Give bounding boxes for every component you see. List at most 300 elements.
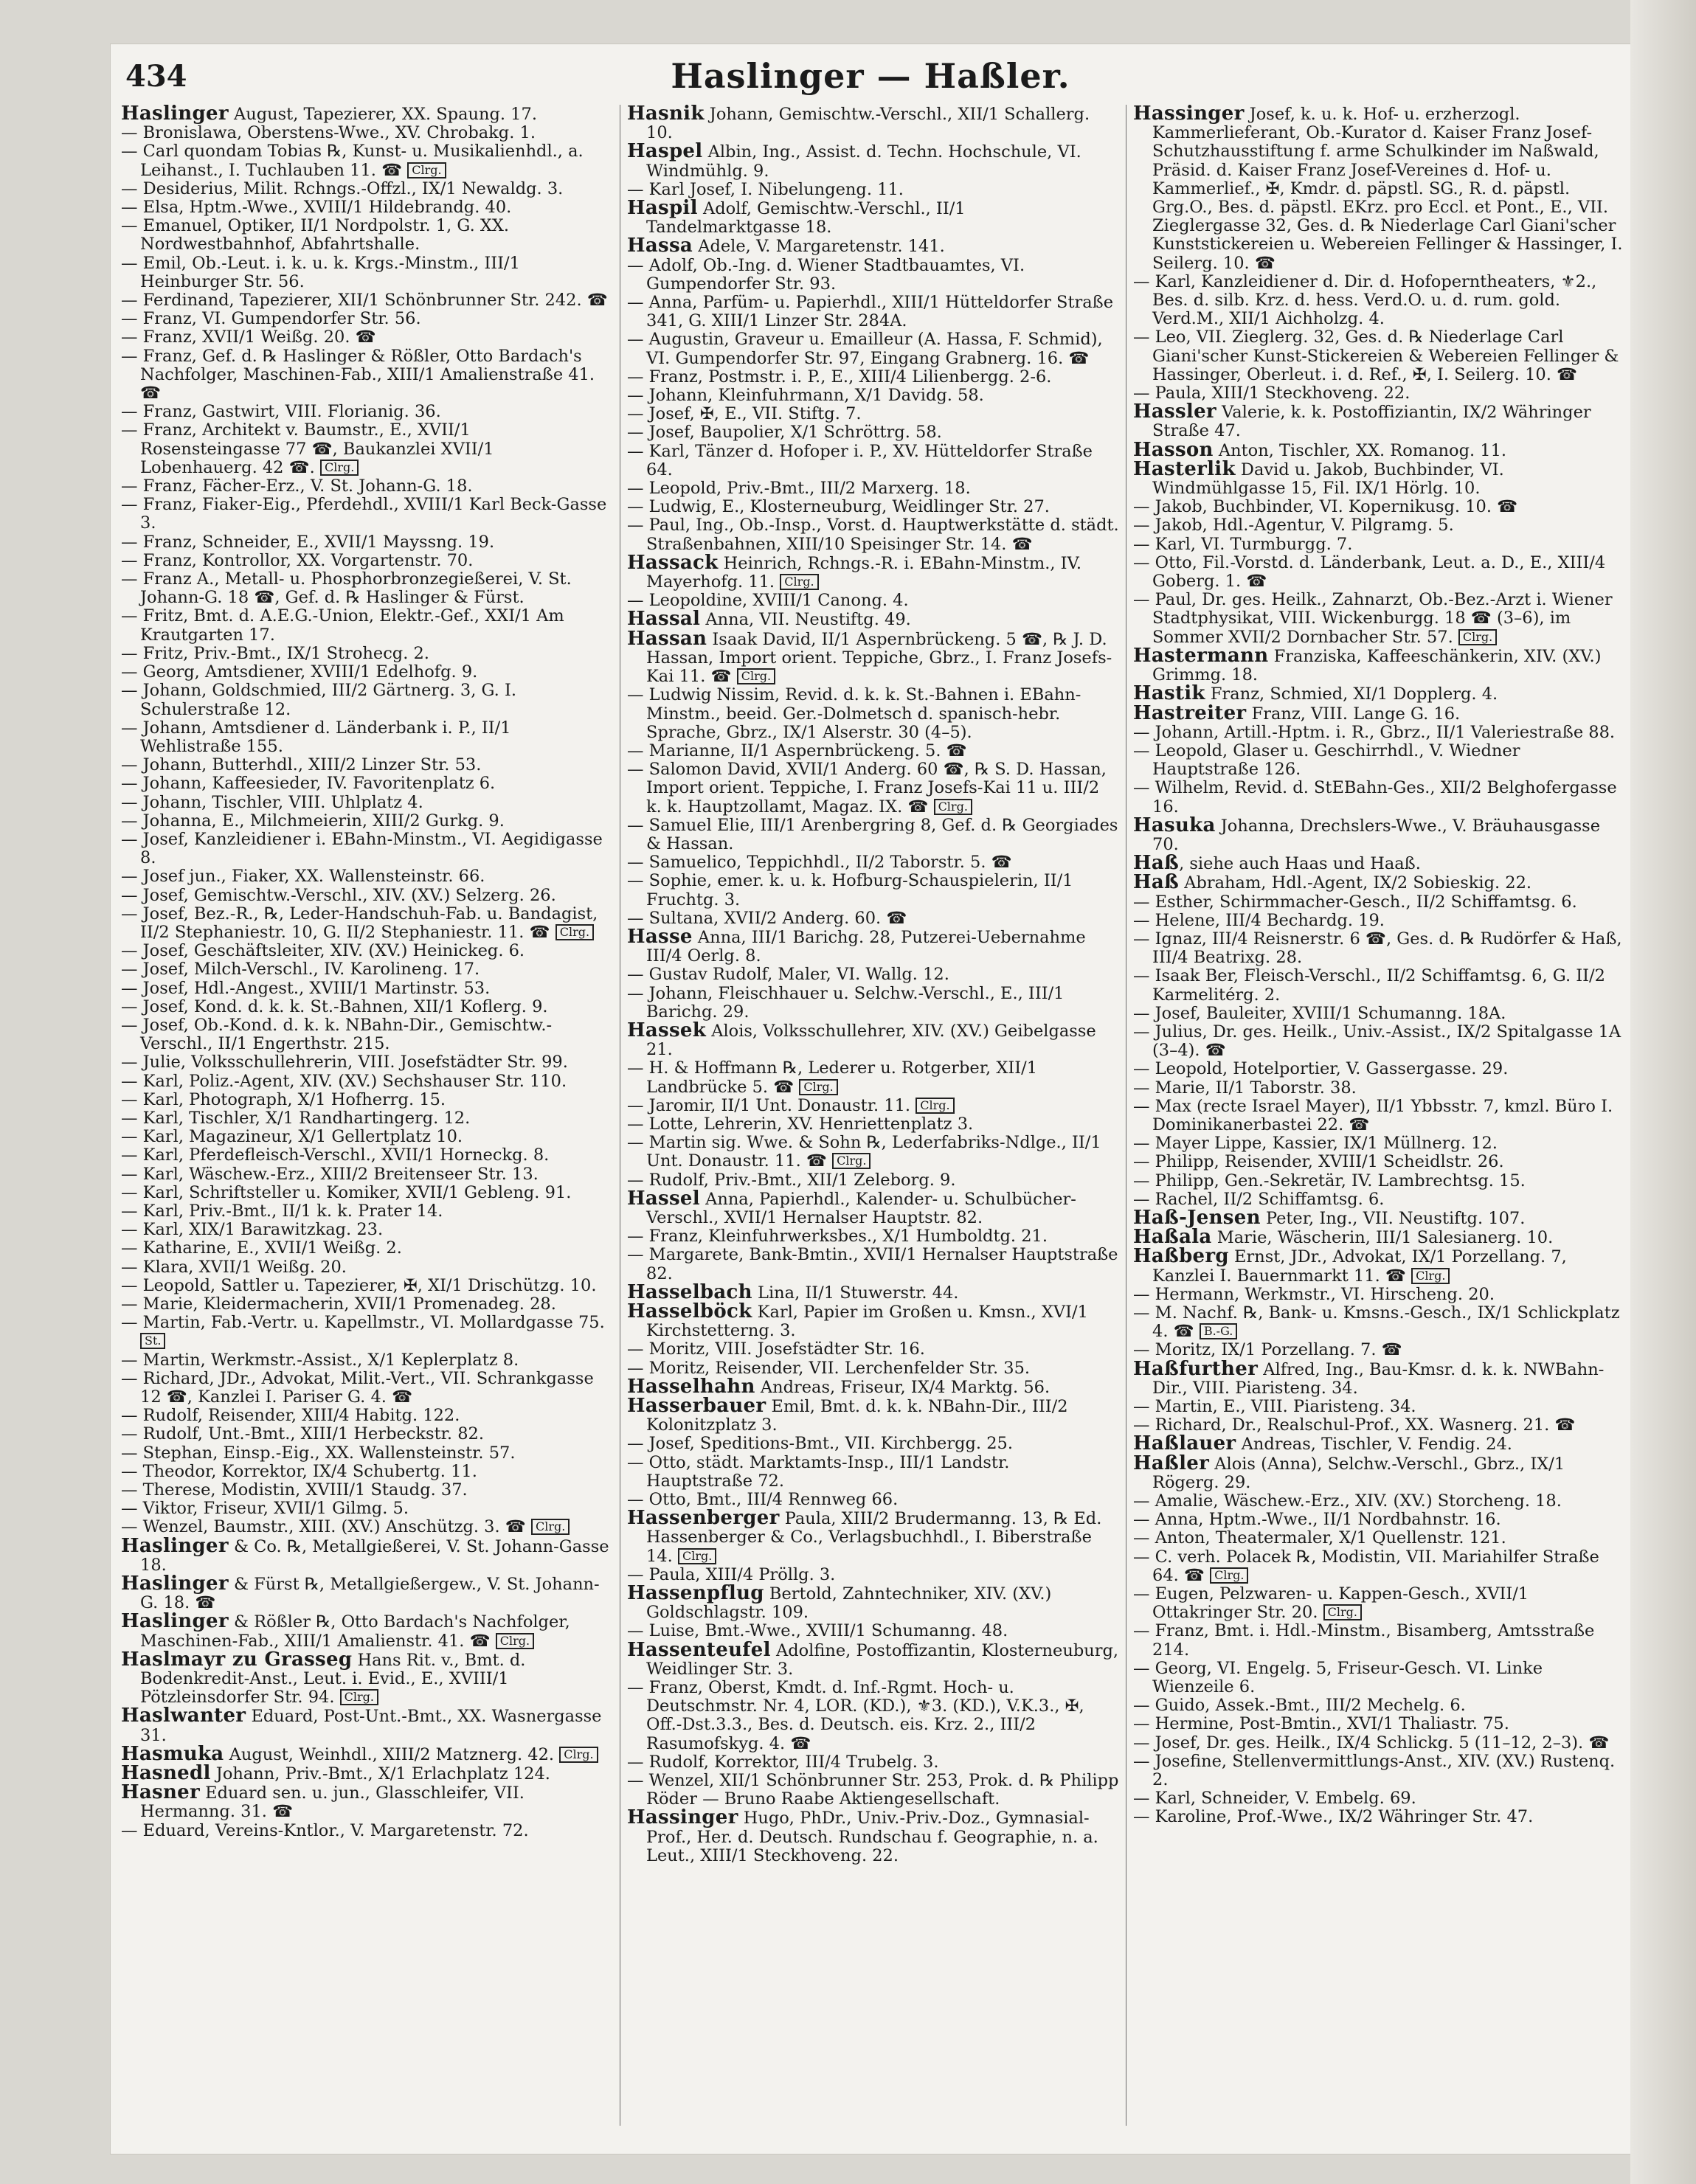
entry-text: — Marie, II/1 Taborstr. 38. bbox=[1133, 1078, 1357, 1098]
running-title: Haslinger — Haßler. bbox=[671, 56, 1070, 96]
entry-text: — Josef, Bauleiter, XVIII/1 Schumanng. 18A. bbox=[1133, 1003, 1506, 1023]
entry-text: — Guido, Assek.-Bmt., III/2 Mechelg. 6. bbox=[1133, 1696, 1466, 1716]
entry-text: — Wilhelm, Revid. d. StEBahn-Ges., XII/2 Belghofergasse 16. bbox=[1133, 778, 1617, 817]
directory-entry bbox=[627, 817, 1120, 853]
directory-entry bbox=[121, 905, 614, 942]
entry-surname: Haslmayr zu Grasseg bbox=[121, 1648, 353, 1671]
entry-text: — Johann, Kaffeesieder, IV. Favoritenplatz 6. bbox=[121, 774, 496, 794]
directory-entry bbox=[121, 1277, 614, 1295]
entry-badge: Clrg. bbox=[559, 1747, 598, 1763]
directory-entry bbox=[121, 1128, 614, 1146]
entry-text: — Franz, Gef. d. ℞ Haslinger & Rößler, Otto Bardach's Nachfolger, Maschinen-Fab., XIII/1 Amalienstraße 41. ☎ bbox=[121, 346, 595, 403]
entry-text: — Esther, Schirmmacher-Gesch., II/2 Schiffamtsg. 6. bbox=[1133, 892, 1577, 912]
entry-text: Abraham, Hdl.-Agent, IX/2 Sobieskig. 22. bbox=[1179, 873, 1532, 893]
entry-text: — Franz, Kleinfuhrwerksbes., X/1 Humboldtg. 21. bbox=[627, 1227, 1048, 1247]
entry-text: — Hermine, Post-Bmtin., XVI/1 Thaliastr. 75. bbox=[1133, 1714, 1509, 1734]
entry-text: Heinrich, Rchngs.-R. i. EBahn-Minstm., IV. Mayerhofg. 11. bbox=[646, 553, 1082, 592]
entry-text: — Johanna, E., Milchmeierin, XIII/2 Gurkg. 9. bbox=[121, 811, 505, 831]
directory-entry bbox=[121, 1370, 614, 1407]
directory-entry bbox=[1133, 1023, 1626, 1060]
directory-entry bbox=[121, 794, 614, 812]
entry-text: — Karoline, Prof.-Wwe., IX/2 Währinger Str. 47. bbox=[1133, 1807, 1534, 1827]
directory-entry bbox=[627, 330, 1120, 367]
entry-badge: Clrg. bbox=[780, 574, 818, 590]
entry-surname: Hasse bbox=[627, 925, 693, 948]
entry-text: Adolf, Gemischtw.-Verschl., II/1 Tandelmarktgasse 18. bbox=[646, 199, 966, 238]
entry-badge: Clrg. bbox=[832, 1153, 871, 1169]
entry-text: — Jakob, Hdl.-Agentur, V. Pilgramg. 5. bbox=[1133, 516, 1454, 535]
directory-entry bbox=[121, 533, 614, 552]
directory-entry bbox=[1133, 1286, 1626, 1304]
entry-badge: Clrg. bbox=[1210, 1567, 1248, 1584]
entry-surname: Haßlauer bbox=[1133, 1432, 1236, 1455]
entry-text: Hugo, PhDr., Univ.-Priv.-Doz., Gymnasial-Prof., Her. d. Deutsch. Rundschau f. Geographie, n. a. Leut., XIII/1 Steckhoveng. 22. bbox=[646, 1809, 1098, 1865]
entry-surname: Haslinger bbox=[121, 105, 229, 125]
directory-entry bbox=[1133, 1005, 1626, 1023]
entry-text: — Leopold, Glaser u. Geschirrhdl., V. Wiedner Hauptstraße 126. bbox=[1133, 741, 1520, 780]
entry-text: — Karl, Magazineur, X/1 Gellertplatz 10. bbox=[121, 1127, 463, 1147]
directory-entry bbox=[121, 867, 614, 886]
entry-surname: Hassal bbox=[627, 608, 701, 631]
directory-entry bbox=[627, 1397, 1120, 1435]
entry-text: — Carl quondam Tobias ℞, Kunst- u. Musikalienhdl., a. Leihanst., I. Tuchlauben 11. ☎ bbox=[121, 142, 584, 180]
entry-text: — Josefine, Stellenvermittlungs-Anst., XIV. (XV.) Rustenq. 2. bbox=[1133, 1751, 1616, 1790]
directory-entry bbox=[121, 1707, 614, 1744]
entry-text: — Augustin, Graveur u. Emailleur (A. Hassa, F. Schmid), VI. Gumpendorfer Str. 97, Eingang Grabnerg. 16. ☎ bbox=[627, 330, 1103, 368]
entry-text: — Rudolf, Korrektor, III/4 Trubelg. 3. bbox=[627, 1752, 939, 1772]
entry-text: — Karl, Priv.-Bmt., II/1 k. k. Prater 14. bbox=[121, 1201, 443, 1221]
directory-entry bbox=[1133, 535, 1626, 554]
entry-text: — Helene, III/4 Bechardg. 19. bbox=[1133, 910, 1385, 930]
entry-badge: Clrg. bbox=[678, 1548, 716, 1564]
entry-text: Adele, V. Margaretenstr. 141. bbox=[693, 237, 945, 257]
directory-entry bbox=[627, 1171, 1120, 1190]
directory-entry bbox=[1133, 893, 1626, 912]
entry-text: — Franz, XVII/1 Weißg. 20. ☎ bbox=[121, 327, 376, 347]
entry-text: — Jakob, Buchbinder, VI. Kopernikusg. 10. ☎ bbox=[1133, 497, 1518, 517]
entry-text: — Hermann, Werkmstr., VI. Hirscheng. 20. bbox=[1133, 1284, 1495, 1304]
entry-text: — Josef, Speditions-Bmt., VII. Kirchbergg. 25. bbox=[627, 1434, 1013, 1454]
directory-entry bbox=[121, 887, 614, 905]
entry-text: — Moritz, Reisender, VII. Lerchenfelder Str. 35. bbox=[627, 1358, 1031, 1378]
directory-entry bbox=[1133, 1660, 1626, 1696]
directory-entry bbox=[627, 1753, 1120, 1772]
directory-entry bbox=[121, 645, 614, 663]
directory-page bbox=[111, 44, 1630, 2154]
entry-text: — Wenzel, Baumstr., XIII. (XV.) Anschützg. 3. ☎ bbox=[121, 1517, 526, 1537]
entry-surname: Haspel bbox=[627, 140, 703, 163]
directory-entry bbox=[1133, 403, 1626, 440]
directory-entry bbox=[1133, 644, 1626, 685]
entry-text: Lina, II/1 Stuwerstr. 44. bbox=[752, 1283, 959, 1303]
directory-entry bbox=[121, 1425, 614, 1443]
entry-surname: Hassenberger bbox=[627, 1507, 780, 1530]
entry-surname: Hasmuka bbox=[121, 1742, 224, 1765]
directory-entry bbox=[627, 405, 1120, 423]
entry-surname: Haslinger bbox=[121, 1573, 229, 1595]
entry-surname: Haslinger bbox=[121, 1610, 229, 1633]
directory-entry bbox=[1133, 1753, 1626, 1789]
entry-text: — Georg, Amtsdiener, XVIII/1 Edelhofg. 9. bbox=[121, 662, 478, 682]
column-3 bbox=[1133, 105, 1626, 2140]
directory-entry bbox=[627, 1435, 1120, 1453]
directory-entry bbox=[121, 1444, 614, 1463]
entry-surname: Hassenpflug bbox=[627, 1582, 764, 1605]
directory-entry bbox=[121, 942, 614, 960]
directory-entry bbox=[121, 1822, 614, 1840]
directory-entry bbox=[121, 1648, 614, 1708]
entry-text: — Ludwig, E., Klosterneuburg, Weidlinger Str. 27. bbox=[627, 497, 1050, 517]
entry-text: — Marie, Kleidermacherin, XVII/1 Promenadeg. 28. bbox=[121, 1294, 556, 1314]
directory-entry bbox=[121, 756, 614, 774]
directory-entry bbox=[627, 1806, 1120, 1865]
directory-entry bbox=[121, 552, 614, 570]
entry-text: — Martin, Fab.-Vertr. u. Kapellmstr., VI. Mollardgasse 75. bbox=[121, 1313, 605, 1333]
column-1 bbox=[121, 105, 614, 2140]
entry-text: — Johann, Tischler, VIII. Uhlplatz 4. bbox=[121, 792, 423, 812]
directory-entry bbox=[121, 1783, 614, 1821]
directory-entry bbox=[1133, 1153, 1626, 1171]
directory-entry bbox=[627, 925, 1120, 966]
entry-text: & Rößler ℞, Otto Bardach's Nachfolger, Maschinen-Fab., XIII/1 Amalienstr. 41. ☎ bbox=[140, 1612, 570, 1651]
directory-entry bbox=[1133, 1172, 1626, 1190]
directory-entry bbox=[121, 198, 614, 217]
entry-text: — Karl, Poliz.-Agent, XIV. (XV.) Sechshauser Str. 110. bbox=[121, 1071, 567, 1091]
directory-entry bbox=[121, 180, 614, 198]
entry-text: — H. & Hoffmann ℞, Lederer u. Rotgerber, XII/1 Landbrücke 5. ☎ bbox=[627, 1058, 1038, 1097]
entry-text: David u. Jakob, Buchbinder, VI. Windmühlgasse 15, Fil. IX/1 Hörlg. 10. bbox=[1152, 460, 1504, 499]
directory-entry bbox=[627, 479, 1120, 498]
entry-text: — Josef jun., Fiaker, XX. Wallensteinstr. 66. bbox=[121, 867, 485, 887]
entry-text: — Josef, Bez.-R., ℞, Leder-Handschuh-Fab. u. Bandagist, II/2 Stephaniestr. 10, G. II/2 Stephaniestr. 11. ☎ bbox=[121, 904, 598, 942]
directory-entry bbox=[121, 1091, 614, 1109]
directory-entry bbox=[121, 1221, 614, 1239]
directory-entry bbox=[627, 742, 1120, 760]
entry-text: & Co. ℞, Metallgießerei, V. St. Johann-Gasse 18. bbox=[140, 1536, 609, 1575]
directory-entry bbox=[627, 516, 1120, 553]
directory-entry bbox=[121, 1463, 614, 1481]
entry-text: Johanna, Drechslers-Wwe., V. Bräuhausgasse 70. bbox=[1152, 816, 1601, 854]
entry-badge: Clrg. bbox=[320, 460, 359, 476]
directory-entry bbox=[121, 998, 614, 1016]
entry-text: — Gustav Rudolf, Maler, VI. Wallg. 12. bbox=[627, 965, 949, 985]
directory-entry bbox=[121, 1202, 614, 1221]
entry-text: — Viktor, Friseur, XVII/1 Gilmg. 5. bbox=[121, 1499, 409, 1519]
entry-text: — Ignaz, III/4 Reisnerstr. 6 ☎, Ges. d. ℞ Rudörfer & Haß, III/4 Beatrixg. 28. bbox=[1133, 929, 1622, 968]
directory-entry bbox=[1133, 912, 1626, 930]
entry-surname: Hassel bbox=[627, 1187, 700, 1210]
directory-entry bbox=[1133, 554, 1626, 591]
entry-surname: Hasterlik bbox=[1133, 457, 1236, 480]
entry-text: — Eugen, Pelzwaren- u. Kappen-Gesch., XVII/1 Ottakringer Str. 20. bbox=[1133, 1584, 1529, 1623]
directory-entry bbox=[1133, 742, 1626, 779]
entry-surname: Hasner bbox=[121, 1781, 200, 1804]
directory-entry bbox=[627, 1584, 1120, 1622]
directory-entry bbox=[121, 254, 614, 291]
entry-text: — Josef, Dr. ges. Heilk., IX/4 Schlickg. 5 (11–12, 2–3). ☎ bbox=[1133, 1733, 1610, 1753]
entry-badge: Clrg. bbox=[555, 924, 594, 940]
page-edge bbox=[1630, 0, 1696, 2184]
entry-text: — Martin, E., VIII. Piaristeng. 34. bbox=[1133, 1397, 1416, 1417]
entry-badge: Clrg. bbox=[496, 1633, 534, 1649]
entry-text: — Paul, Ing., Ob.-Insp., Vorst. d. Hauptwerkstätte d. städt. Straßenbahnen, XIII/10 Speisinger Str. 14. ☎ bbox=[627, 516, 1119, 554]
entry-text: — Josef, Geschäftsleiter, XIV. (XV.) Heinickeg. 6. bbox=[121, 941, 525, 961]
entry-badge: St. bbox=[140, 1333, 165, 1349]
entry-text: — Moritz, IX/1 Porzellang. 7. ☎ bbox=[1133, 1340, 1402, 1360]
directory-entry bbox=[1133, 1492, 1626, 1511]
entry-text: — Franz, Oberst, Kmdt. d. Inf.-Rgmt. Hoch- u. Deutschmstr. Nr. 4, LOR. (KD.), ⚜3. (KD.), V.K.3., ✠, Off.-Dst.3.3., Bes. d. Deutsch. eis. Krz. 2., III/2 Rasumofskyg. 4. ☎ bbox=[627, 1678, 1084, 1753]
entry-text: — Josef, ✠, E., VII. Stiftg. 7. bbox=[627, 404, 862, 424]
directory-entry bbox=[1133, 967, 1626, 1004]
entry-text: — Josef, Kond. d. k. k. St.-Bahnen, XII/1 Koflerg. 9. bbox=[121, 996, 548, 1016]
entry-text: — Anna, Hptm.-Wwe., II/1 Nordbahnstr. 16. bbox=[1133, 1510, 1501, 1530]
entry-text: — Salomon David, XVII/1 Anderg. 60 ☎, ℞ S. D. Hassan, Import orient. Teppiche, I. Franz Josefs-Kai 11 u. III/2 k. k. Hauptzollamt, Magaz. IX. ☎ bbox=[627, 760, 1107, 817]
entry-surname: Hassa bbox=[627, 235, 693, 257]
directory-entry bbox=[121, 403, 614, 421]
entry-text: — Fritz, Bmt. d. A.E.G.-Union, Elektr.-Gef., XXI/1 Am Krautgarten 17. bbox=[121, 606, 564, 645]
entry-text: Karl, Papier im Großen u. Kmsn., XVI/1 Kirchstetterng. 3. bbox=[646, 1303, 1088, 1341]
directory-entry bbox=[1133, 1585, 1626, 1622]
directory-entry bbox=[121, 1165, 614, 1184]
directory-entry bbox=[1133, 724, 1626, 742]
entry-badge: Clrg. bbox=[1458, 629, 1497, 645]
entry-surname: Haslwanter bbox=[121, 1705, 246, 1727]
directory-entry bbox=[1133, 1696, 1626, 1715]
entry-text: August, Tapezierer, XX. Spaung. 17. bbox=[228, 105, 537, 124]
entry-surname: Hasselhahn bbox=[627, 1375, 755, 1398]
directory-entry bbox=[121, 682, 614, 718]
entry-text: — Lotte, Lehrerin, XV. Henriettenplatz 3. bbox=[627, 1114, 974, 1134]
entry-text: — Franz A., Metall- u. Phosphorbronzegießerei, V. St. Johann-G. 18 ☎, Gef. d. ℞ Haslinger & Fürst. bbox=[121, 569, 572, 608]
entry-text: — Josef, Kanzleidiener i. EBahn-Minstm., VI. Aegidigasse 8. bbox=[121, 829, 603, 868]
directory-entry bbox=[121, 774, 614, 793]
entry-surname: Haßala bbox=[1133, 1226, 1212, 1249]
entry-text: — Ludwig Nissim, Revid. d. k. k. St.-Bahnen i. EBahn-Minstm., beeid. Ger.-Dolmetsch d. spanisch-hebr. Sprache, Gbrz., IX/1 Alserstr. 30 (4–5). bbox=[627, 685, 1081, 742]
directory-entry bbox=[121, 1053, 614, 1072]
directory-entry bbox=[1133, 814, 1626, 854]
entry-text: Josef, k. u. k. Hof- u. erzherzogl. Kammerlieferant, Ob.-Kurator d. Kaiser Franz Josef-Schutzhausstiftung f. arme Schulkinder im Naßwald, Präsid. d. Kaiser Franz Josef-Vereines d. Hof- u. Kammerlief., ✠, Kmdr. d. päpstl. SG., R. d. päpstl. Grg.O., Bes. d. päpstl. EKrz. pro Eccl. et Pont., E., VII. Zieglergasse 32, Ges. d. ℞ Niederlage Carl Giani'scher Kunststickereien u. Webereien Fellinger & Hassinger, I. Seilerg. 10. ☎ bbox=[1152, 105, 1623, 273]
entry-text: — Karl, Pferdefleisch-Verschl., XVII/1 Horneckg. 8. bbox=[121, 1145, 550, 1165]
page-header bbox=[125, 53, 1616, 105]
directory-entry bbox=[1133, 1079, 1626, 1098]
directory-entry bbox=[1133, 1548, 1626, 1585]
directory-entry bbox=[121, 719, 614, 756]
entry-text: — Otto, Fil.-Vorstd. d. Länderbank, Leut. a. D., E., XIII/4 Goberg. 1. ☎ bbox=[1133, 552, 1606, 592]
entry-text: — Franz, Fiaker-Eig., Pferdehdl., XVIII/1 Karl Beck-Gasse 3. bbox=[121, 495, 607, 533]
entry-text: — Rachel, II/2 Schiffamtsg. 6. bbox=[1133, 1189, 1385, 1209]
entry-text: — Franz, Fächer-Erz., V. St. Johann-G. 18. bbox=[121, 476, 473, 496]
entry-text: — Franz, Gastwirt, VIII. Florianig. 36. bbox=[121, 402, 441, 422]
entry-text: Albin, Ing., Assist. d. Techn. Hochschule, VI. Windmühlg. 9. bbox=[646, 142, 1081, 181]
directory-entry bbox=[1133, 779, 1626, 816]
directory-entry bbox=[121, 1258, 614, 1277]
entry-text: — Josef, Baupolier, X/1 Schröttrg. 58. bbox=[627, 423, 942, 443]
entry-badge: Clrg. bbox=[737, 668, 775, 684]
directory-entry bbox=[121, 1184, 614, 1202]
directory-entry bbox=[1133, 1398, 1626, 1416]
directory-entry bbox=[121, 1612, 614, 1650]
directory-entry bbox=[1133, 701, 1626, 724]
directory-entry bbox=[121, 291, 614, 310]
entry-text: Emil, Bmt. d. k. k. NBahn-Dir., III/2 Kolonitzplatz 3. bbox=[646, 1397, 1068, 1435]
entry-text: — Leo, VII. Zieglerg. 32, Ges. d. ℞ Niederlage Carl Giani'scher Kunst-Stickereien & Webereien Fellinger & Hassinger, Oberleut. i. d. Ref., ✠, I. Seilerg. 10. ☎ bbox=[1133, 327, 1619, 384]
directory-entry bbox=[627, 1638, 1120, 1679]
entry-text: Anna, III/1 Barichg. 28, Putzerei-Uebernahme III/4 Oerlg. 8. bbox=[646, 927, 1086, 966]
entry-badge: Clrg. bbox=[916, 1098, 954, 1114]
directory-entry bbox=[1133, 1134, 1626, 1153]
directory-entry bbox=[1133, 1357, 1626, 1398]
directory-entry bbox=[627, 551, 1120, 592]
entry-text: — M. Nachf. ℞, Bank- u. Kmsns.-Gesch., IX/1 Schlickplatz 4. ☎ bbox=[1133, 1303, 1620, 1342]
entry-text: — Luise, Bmt.-Wwe., XVIII/1 Schumanng. 48. bbox=[627, 1621, 1008, 1641]
entry-text: — Paula, XIII/4 Pröllg. 3. bbox=[627, 1564, 836, 1584]
entry-text: — Leopold, Sattler u. Tapezierer, ✠, XI/1 Drischützg. 10. bbox=[121, 1275, 597, 1295]
entry-text: — Philipp, Reisender, XVIII/1 Scheidlstr. 26. bbox=[1133, 1152, 1504, 1172]
entry-text: Alois (Anna), Selchw.-Verschl., Gbrz., IX/1 Rögerg. 29. bbox=[1152, 1454, 1565, 1492]
entry-text: — Karl, Wäschew.-Erz., XIII/2 Breitenseer Str. 13. bbox=[121, 1164, 539, 1184]
entry-badge: Clrg. bbox=[407, 162, 446, 178]
directory-entry bbox=[627, 368, 1120, 386]
directory-entry bbox=[627, 1115, 1120, 1134]
entry-surname: Hasson bbox=[1133, 438, 1214, 461]
entry-text: — Amalie, Wäschew.-Erz., XIV. (XV.) Storcheng. 18. bbox=[1133, 1491, 1562, 1511]
directory-entry bbox=[121, 124, 614, 142]
directory-entry bbox=[121, 477, 614, 496]
directory-entry bbox=[1133, 516, 1626, 535]
entry-text: — Leopold, Hotelportier, V. Gassergasse. 29. bbox=[1133, 1059, 1509, 1079]
directory-entry bbox=[121, 1109, 614, 1128]
directory-entry bbox=[627, 1097, 1120, 1115]
directory-entry bbox=[121, 1072, 614, 1091]
directory-entry bbox=[627, 853, 1120, 872]
directory-entry bbox=[121, 1146, 614, 1165]
entry-surname: Hassek bbox=[627, 1019, 707, 1041]
entry-text: — Franz, VI. Gumpendorfer Str. 56. bbox=[121, 309, 421, 329]
directory-entry bbox=[121, 1407, 614, 1425]
directory-entry bbox=[1133, 873, 1626, 892]
entry-text: Bertold, Zahntechniker, XIV. (XV.) Goldschlagstr. 109. bbox=[646, 1584, 1052, 1623]
entry-text: — Rudolf, Reisender, XIII/4 Habitg. 122. bbox=[121, 1406, 460, 1426]
directory-entry bbox=[1133, 1511, 1626, 1529]
directory-entry bbox=[121, 663, 614, 682]
entry-text: — Josef, Milch-Verschl., IV. Karolineng. 17. bbox=[121, 960, 480, 980]
entry-text: — Samuel Elie, III/1 Arenbergring 8, Gef. d. ℞ Georgiades & Hassan. bbox=[627, 815, 1118, 853]
entry-text: — Anton, Theatermaler, X/1 Quellenstr. 121. bbox=[1133, 1528, 1506, 1548]
entry-text: Eduard, Post-Unt.-Bmt., XX. Wasnergasse 31. bbox=[140, 1707, 602, 1745]
directory-entry bbox=[1133, 1452, 1626, 1492]
directory-entry bbox=[627, 592, 1120, 610]
directory-entry bbox=[627, 423, 1120, 442]
entry-badge: Clrg. bbox=[799, 1079, 837, 1095]
entry-text: — Otto, städt. Marktamts-Insp., III/1 Landstr. Hauptstraße 72. bbox=[627, 1452, 1010, 1491]
entry-text: — Eduard, Vereins-Kntlor., V. Margaretenstr. 72. bbox=[121, 1820, 529, 1840]
directory-entry bbox=[627, 1509, 1120, 1566]
entry-text: — Margarete, Bank-Bmtin., XVII/1 Hernalser Hauptstraße 82. bbox=[627, 1245, 1118, 1283]
entry-surname: Hassler bbox=[1133, 401, 1216, 423]
entry-text: — Ferdinand, Tapezierer, XII/1 Schönbrunner Str. 242. ☎ bbox=[121, 291, 608, 311]
entry-badge: Clrg. bbox=[531, 1519, 570, 1535]
entry-text: — Isaak Ber, Fleisch-Verschl., II/2 Schiffamtsg. 6, G. II/2 Karmelitérg. 2. bbox=[1133, 966, 1605, 1005]
entry-surname: Hasuka bbox=[1133, 814, 1216, 836]
entry-surname: Hasnedl bbox=[121, 1762, 211, 1785]
entry-surname: Haßfurther bbox=[1133, 1357, 1259, 1380]
directory-entry bbox=[121, 105, 614, 124]
entry-text: Isaak David, II/1 Aspernbrückeng. 5 ☎, ℞ J. D. Hassan, Import orient. Teppiche, Gbrz., I. Franz Josefs-Kai 11. ☎ bbox=[646, 629, 1112, 687]
entry-text: — Max (recte Israel Mayer), II/1 Ybbsstr. 7, kmzl. Büro I. Dominikanerbastei 22. ☎ bbox=[1133, 1096, 1613, 1134]
directory-entry bbox=[627, 966, 1120, 984]
directory-entry bbox=[1133, 1808, 1626, 1826]
entry-surname: Haß-Jensen bbox=[1133, 1206, 1261, 1229]
directory-entry bbox=[1133, 1098, 1626, 1134]
entry-text: — Therese, Modistin, XVIII/1 Staudg. 37. bbox=[121, 1480, 468, 1500]
entry-text: Johann, Gemischtw.-Verschl., XII/1 Schallerg. 10. bbox=[646, 105, 1090, 143]
entry-text: — Karl, Schneider, V. Embelg. 69. bbox=[1133, 1789, 1416, 1809]
entry-text: — Josef, Ob.-Kond. d. k. k. NBahn-Dir., Gemischtw.-Verschl., II/1 Engerthstr. 215. bbox=[121, 1015, 553, 1054]
directory-entry bbox=[1133, 457, 1626, 499]
entry-text: — Karl Josef, I. Nibelungeng. 11. bbox=[627, 179, 904, 199]
entry-text: — Emanuel, Optiker, II/1 Nordpolstr. 1, G. XX. Nordwestbahnhof, Abfahrtshalle. bbox=[121, 216, 510, 254]
entry-text: — Karl, Tischler, X/1 Randhartingerg. 12. bbox=[121, 1108, 471, 1128]
directory-entry bbox=[627, 1454, 1120, 1491]
directory-entry bbox=[627, 1340, 1120, 1359]
entry-text: — Franz, Kontrollor, XX. Vorgartenstr. 70. bbox=[121, 550, 474, 570]
directory-entry bbox=[627, 909, 1120, 928]
directory-entry bbox=[121, 347, 614, 403]
directory-entry bbox=[627, 257, 1120, 294]
entry-surname: Hasnik bbox=[627, 105, 705, 125]
directory-entry bbox=[627, 498, 1120, 516]
entry-text: — Karl, Photograph, X/1 Hofherrg. 15. bbox=[121, 1089, 446, 1109]
directory-entry bbox=[121, 142, 614, 179]
directory-entry bbox=[1133, 1789, 1626, 1808]
entry-text: Valerie, k. k. Postoffiziantin, IX/2 Währinger Straße 47. bbox=[1152, 403, 1591, 441]
directory-entry bbox=[121, 1481, 614, 1500]
entry-badge: Clrg. bbox=[340, 1689, 378, 1705]
directory-entry bbox=[121, 328, 614, 347]
entry-surname: Hasselböck bbox=[627, 1300, 752, 1322]
directory-entry bbox=[1133, 1715, 1626, 1733]
entry-text: — Karl, Kanzleidiener d. Dir. d. Hofoperntheaters, ⚜2., Bes. d. silb. Krz. d. hess. Verd.O. u. d. rum. gold. Verd.M., XII/1 Aichholzg. 4. bbox=[1133, 271, 1597, 329]
entry-text: Eduard sen. u. jun., Glasschleifer, VII. Hermanng. 31. ☎ bbox=[140, 1783, 525, 1822]
directory-entry bbox=[121, 1295, 614, 1314]
entry-surname: Hastreiter bbox=[1133, 701, 1247, 724]
entry-badge: Clrg. bbox=[1323, 1604, 1362, 1620]
entry-text: — Desiderius, Milit. Rchngs.-Offzl., IX/1 Newaldg. 3. bbox=[121, 178, 564, 198]
entry-text: Hans Rit. v., Bmt. d. Bodenkredit-Anst., Leut. i. Evid., E., XVIII/1 Pötzleinsdorfer Str. 94. bbox=[140, 1650, 526, 1708]
directory-entry bbox=[121, 1239, 614, 1258]
entry-text: — Adolf, Ob.-Ing. d. Wiener Stadtbauamtes, VI. Gumpendorfer Str. 93. bbox=[627, 255, 1025, 294]
entry-text: — Stephan, Einsp.-Eig., XX. Wallensteinstr. 57. bbox=[121, 1443, 516, 1463]
directory-entry bbox=[1133, 273, 1626, 329]
entry-text: August, Weinhdl., XIII/2 Matznerg. 42. bbox=[224, 1744, 555, 1764]
entry-text: — Julius, Dr. ges. Heilk., Univ.-Assist., IX/2 Spitalgasse 1A (3–4). ☎ bbox=[1133, 1022, 1621, 1061]
directory-entry bbox=[121, 1575, 614, 1612]
directory-entry bbox=[627, 199, 1120, 237]
directory-entry bbox=[121, 1534, 614, 1575]
entry-text: — Anna, Parfüm- u. Papierhdl., XIII/1 Hütteldorfer Straße 341, G. XIII/1 Linzer Str. 284A. bbox=[627, 293, 1114, 331]
directory-entry bbox=[627, 872, 1120, 909]
directory-entry bbox=[627, 294, 1120, 330]
entry-text: — Marianne, II/1 Aspernbrückeng. 5. ☎ bbox=[627, 741, 967, 760]
directory-entry bbox=[627, 1059, 1120, 1096]
entry-text: — Leopold, Priv.-Bmt., III/2 Marxerg. 18. bbox=[627, 479, 971, 499]
entry-text: Alois, Volksschullehrer, XIV. (XV.) Geibelgasse 21. bbox=[646, 1021, 1096, 1060]
entry-text: Andreas, Tischler, V. Fendig. 24. bbox=[1236, 1435, 1512, 1455]
entry-surname: Haßler bbox=[1133, 1452, 1210, 1474]
directory-entry bbox=[627, 1246, 1120, 1283]
entry-text: — Theodor, Korrektor, IX/4 Schubertg. 11. bbox=[121, 1461, 477, 1481]
directory-entry bbox=[1133, 1247, 1626, 1285]
